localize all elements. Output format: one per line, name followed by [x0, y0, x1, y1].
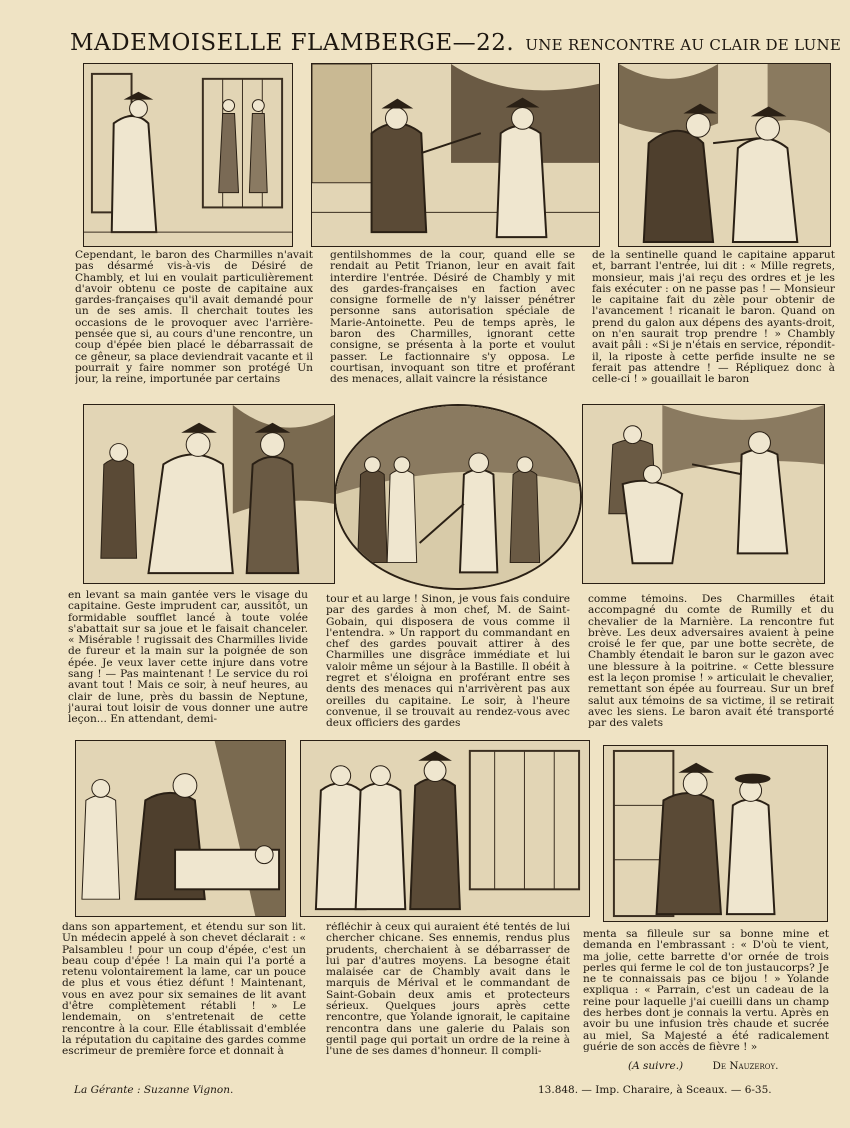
illustration-slap	[83, 404, 335, 584]
episode-subtitle: UNE RENCONTRE AU CLAIR DE LUNE	[525, 36, 842, 54]
illustration-duel-medallion	[334, 404, 582, 590]
illustration-palace-gallery	[300, 740, 590, 917]
text-column-5: tour et au large ! Sinon, je vous fais conduire par des gardes à mon chef, M. de Saint-Gobain, qui disposera de vous comme il l'entendra. » Un rapport du commandant en chef des gardes pouvait attirer à des Charmilles une disgrâce immédiate et lui valoir même un séjour à la Bastille. Il obéit à regret et s'éloigna en proférant entre ses dents des menaces qui n'arrivèrent pas aux oreilles du capitaine. Le soir, à l'heure convenue, il se trouvait au rendez-vous avec deux officiers des gardes	[326, 594, 570, 730]
text-column-6: comme témoins. Des Charmilles était accompagné du comte de Rumilly et du chevalier de la Marnière. La rencontre fut brève. Les deux adversaires avaient à peine croisé le fer que, par une botte secrète, de Chambly étendait le baron sur le gazon avec une blessure à la poitrine. « Cette blessure est la leçon promise ! » articulait le chevalier, remettant son épée au fourreau. Sur un bref salut aux témoins de sa victime, il se retirait avec les siens. Le baron avait été transporté par des valets	[588, 594, 834, 730]
illustration-garden-guard	[311, 63, 600, 247]
text-column-2: gentilshommes de la cour, quand elle se rendait au Petit Trianon, leur en avait fait interdire l'entrée. Désiré de Chambly y mit des gardes-françaises en faction avec consigne formelle de n'y laisser pénétrer personne sans autorisation spéciale de Marie-Antoinette. Peu de temps après, le baron des Charmilles, ignorant cette consigne, se présenta à la porte et voulut passer. Le factionnaire s'y opposa. Le courtisan, invoquant son titre et proférant des menaces, allait vaincre la résistance	[330, 250, 575, 386]
to-be-continued: (A suivre.)	[628, 1060, 684, 1072]
illustration-page-yolande	[603, 745, 828, 922]
author: De Nauzeroy.	[712, 1060, 779, 1072]
text-column-1: Cependant, le baron des Charmilles n'avait pas désarmé vis-à-vis de Désiré de Chambly, et lui en voulait particulièrement d'avoir obtenu ce poste de capitaine aux gardes-françaises qu'il avait demandé pour un de ses amis. Il cherchait toutes les occasions de le provoquer avec l'arrière-pensée que si, au cours d'une rencontre, un coup d'épée bien placé le débarrassait de ce gêneur, sa place deviendrait vacante et il pourrait y faire nommer son protégé Un jour, la reine, importunée par certains	[75, 250, 313, 386]
text-column-9: menta sa filleule sur sa bonne mine et demanda en l'embrassant : « D'où te vient, ma jolie, cette barrette d'or ornée de trois perles qui ferme le col de ton justaucorps? Je ne te connaissais pas ce bijou ! » Yolande expliqua : « Parrain, c'est un cadeau de la reine pour laquelle j'ai cueilli dans un champ des herbes dont je connais la vertu. Après en avoir bu une infusion très chaude et sucrée au miel, Sa Majesté a été radicalement guérie de son accès de fièvre ! »	[583, 929, 829, 1053]
illustration-doctor-bedside	[75, 740, 286, 917]
page-title	[70, 30, 845, 64]
text-column-7: dans son appartement, et étendu sur son lit. Un médecin appelé à son chevet déclarait : « Palsambleu ! pour un coup d'épée, c'est un beau coup d'épée ! La main qui l'a porté a retenu volontairement la lame, car un pouce de plus et vous étiez défunt ! Maintenant, vous en avez pour six semaines de lit avant d'être complètement rétabli ! » Le lendemain, on s'entretenait de cette rencontre à la cour. Elle établissait d'emblée la réputation du capitaine des gardes comme escrimeur de première force et donnait à	[62, 922, 306, 1058]
illustration-wounded-baron	[582, 404, 825, 584]
manager-credit: La Gérante : Suzanne Vignon.	[74, 1084, 234, 1096]
text-column-8: réfléchir à ceux qui auraient été tentés de lui chercher chicane. Ses ennemis, rendus plus prudents, cherchaient à se débarrasser de lui par d'autres moyens. La besogne était malaisée car de Chambly avait dans le marquis de Mérival et le commandant de Saint-Gobain deux amis et protecteurs sérieux. Quelques jours après cette rencontre, que Yolande ignorait, le capitaine rencontra dans une galerie du Palais son gentil page qui portait un ordre de la reine à l'une de ses dames d'honneur. Il compli-	[326, 922, 570, 1058]
serial-title: MADEMOISELLE FLAMBERGE—22.	[70, 30, 515, 56]
printer-credit: 13.848. — Imp. Charaire, à Sceaux. — 6-35.	[538, 1084, 772, 1096]
signoff	[628, 1060, 828, 1072]
illustration-palace-courtyard	[83, 63, 293, 247]
text-column-3: de la sentinelle quand le capitaine apparut et, barrant l'entrée, lui dit : « Mille regrets, monsieur, mais j'ai reçu des ordres et je les fais exécuter : on ne passe pas ! — Monsieur le capitaine fait du zèle pour obtenir de l'avancement ! ricanait le baron. Quand on prend du galon aux dépens des ayants-droit, on n'en saurait trop prendre ! » Chambly avait pâli : «Si je n'étais en service, répondit-il, la riposte à cette perfide insulte ne se ferait pas attendre ! — Répliquez donc à celle-ci ! » gouaillait le baron	[592, 250, 835, 386]
text-column-4: en levant sa main gantée vers le visage du capitaine. Geste imprudent car, aussitôt, un formidable soufflet lancé à toute volée s'abattait sur sa joue et le faisait chanceler. « Misérable ! rugissait des Charmilles livide de fureur et la main sur la poignée de son épée. Je veux laver cette injure dans votre sang ! — Pas maintenant ! Le service du roi avant tout ! Mais ce soir, à neuf heures, au clair de lune, près du bassin de Neptune, j'aurai tout loisir de vous donner une autre leçon... En attendant, demi-	[68, 590, 308, 726]
illustration-confrontation	[618, 63, 831, 247]
